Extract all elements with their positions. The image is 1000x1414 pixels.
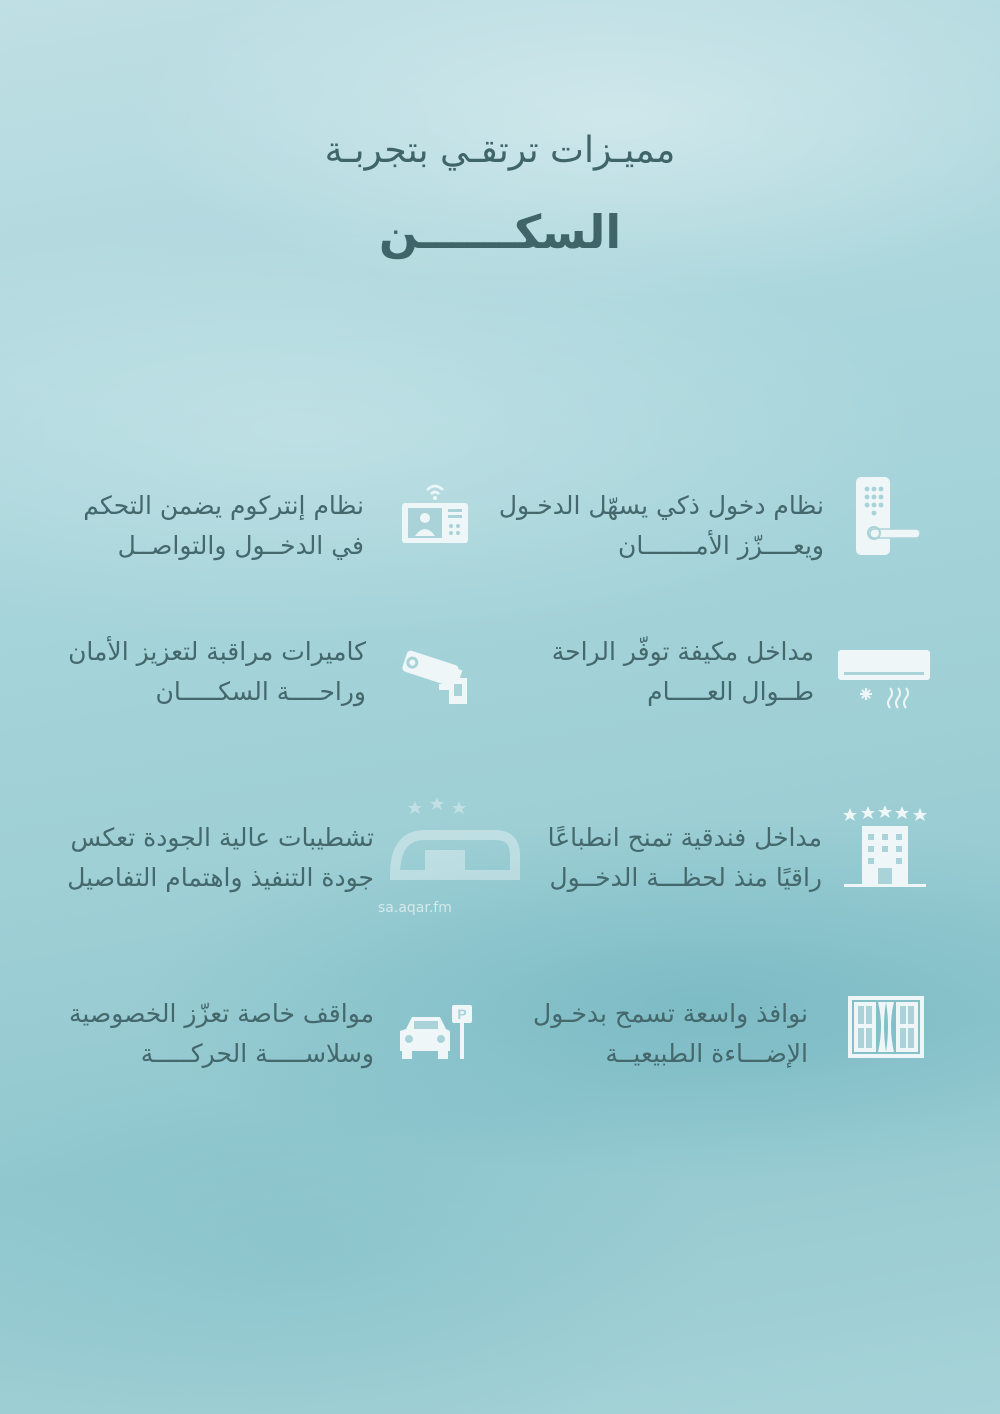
feature-intercom bbox=[83, 486, 364, 566]
feature-smart-entry-line-2: ويعــــزّز الأمـــــــان bbox=[617, 531, 824, 560]
smart-lock-icon bbox=[852, 475, 922, 557]
feature-ac-line-1: مداخل مكيفة توفّر الراحة bbox=[551, 637, 814, 666]
feature-smart-entry bbox=[499, 486, 824, 566]
feature-windows-line-2: الإضـــاءة الطبيعيــة bbox=[605, 1039, 808, 1068]
feature-private-parking bbox=[69, 994, 374, 1074]
page-title-line-1: مميـزات ترتقـي بتجربـة bbox=[324, 130, 676, 171]
feature-finishing-line-1: تشطيبات عالية الجودة تعكس bbox=[70, 823, 374, 852]
parking-icon bbox=[396, 1003, 476, 1061]
feature-air-conditioned-entrances bbox=[552, 632, 814, 712]
svg-text:P: P bbox=[457, 1006, 467, 1022]
feature-intercom-line-1: نظام إنتركوم يضمن التحكم bbox=[83, 491, 364, 520]
security-camera-icon bbox=[397, 650, 473, 706]
feature-cameras-line-2: وراحــــة السكـــــان bbox=[155, 677, 366, 706]
feature-hotel-line-2: راقيًا منذ لحظـــة الدخــول bbox=[549, 863, 822, 892]
feature-ac-line-2: طــوال العـــــام bbox=[647, 677, 814, 706]
feature-finishing-line-2: جودة التنفيذ واهتمام التفاصيل bbox=[67, 863, 374, 892]
feature-windows-line-1: نوافذ واسعة تسمح بدخـول bbox=[533, 999, 808, 1028]
hotel-building-icon bbox=[842, 806, 928, 888]
watermark-site-text: sa.aqar.fm bbox=[378, 900, 452, 916]
aqar-watermark-logo bbox=[375, 795, 525, 915]
feature-hotel-entrances bbox=[548, 818, 822, 898]
feature-high-quality-finishing bbox=[67, 818, 374, 898]
feature-parking-line-1: مواقف خاصة تعزّز الخصوصية bbox=[69, 999, 374, 1028]
feature-surveillance-cameras bbox=[68, 632, 366, 712]
feature-intercom-line-2: في الدخــول والتواصــل bbox=[117, 531, 364, 560]
intercom-icon bbox=[400, 478, 470, 544]
feature-cameras-line-1: كاميرات مراقبة لتعزيز الأمان bbox=[68, 637, 366, 666]
feature-hotel-line-1: مداخل فندقية تمنح انطباعًا bbox=[547, 823, 822, 852]
feature-parking-line-2: وسلاســـــة الحركـــــة bbox=[140, 1039, 374, 1068]
window-icon bbox=[848, 996, 924, 1058]
feature-smart-entry-line-1: نظام دخول ذكي يسهّل الدخـول bbox=[498, 491, 824, 520]
page-title-line-2: السكــــــن bbox=[378, 205, 622, 259]
feature-wide-windows bbox=[533, 994, 808, 1074]
air-conditioner-icon bbox=[836, 648, 932, 710]
